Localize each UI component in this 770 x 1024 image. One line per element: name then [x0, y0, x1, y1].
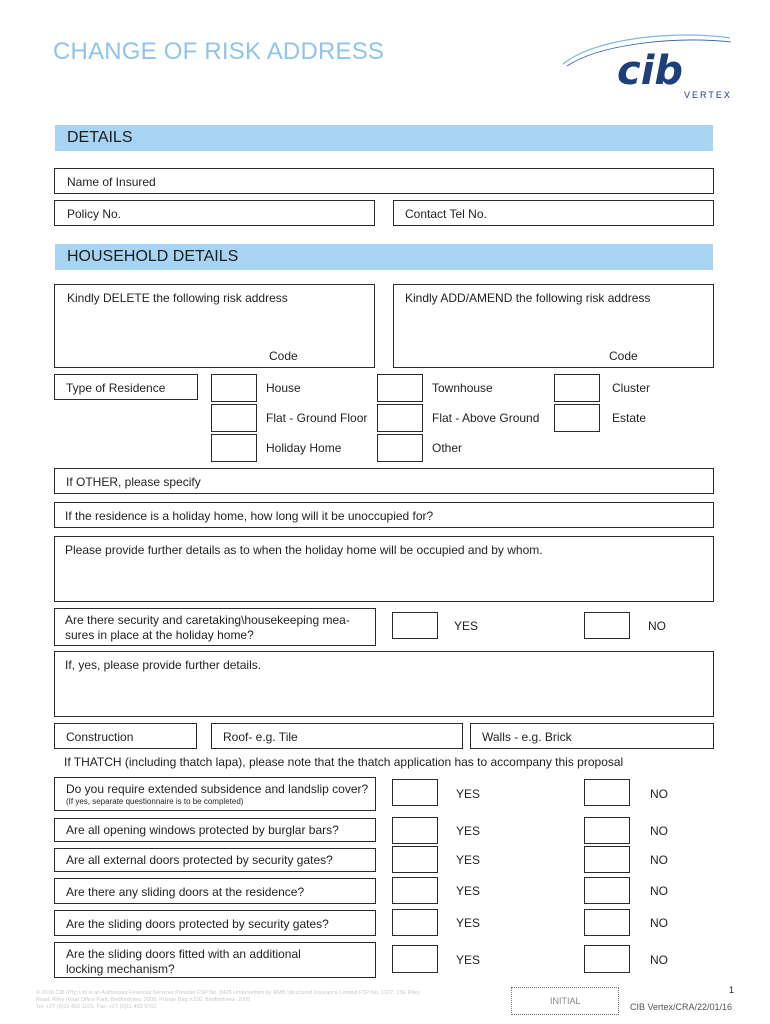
- sliding-question: Are there any sliding doors at the residence?: [66, 885, 305, 899]
- gates-question-box: [54, 848, 376, 872]
- delete-address-field[interactable]: [54, 284, 375, 368]
- subsidence-no-checkbox[interactable]: [584, 779, 630, 806]
- holiday-home-checkbox[interactable]: [211, 434, 257, 462]
- locking-yes-checkbox[interactable]: [392, 945, 438, 973]
- other-label: Other: [432, 441, 463, 455]
- flat-ground-label: Flat - Ground Floor: [266, 411, 368, 425]
- add-address-label: Kindly ADD/AMEND the following risk address: [405, 291, 651, 305]
- type-of-residence-label: Type of Residence: [66, 381, 166, 395]
- legal-line2: Road, Riley Road Office Park, Bedfordview, 2008. Private Bag X150, Bedfordview, 2008: [36, 997, 251, 1003]
- sliding-gates-yes-checkbox[interactable]: [392, 909, 438, 936]
- subsidence-question: Do you require extended subsidence and landslip cover?: [66, 782, 369, 796]
- cluster-label: Cluster: [612, 381, 651, 395]
- policy-no-label: Policy No.: [67, 207, 122, 221]
- initial-label: INITIAL: [550, 996, 581, 1006]
- sliding-no-checkbox[interactable]: [584, 877, 630, 904]
- security-yes-label: YES: [454, 619, 479, 633]
- security-no-label: NO: [648, 619, 666, 633]
- other-checkbox[interactable]: [377, 434, 423, 462]
- subsidence-question-box: [54, 777, 376, 811]
- ifyes-details-label: If, yes, please provide further details.: [65, 658, 262, 672]
- security-question-box: [54, 608, 376, 646]
- construction-label: Construction: [66, 730, 134, 744]
- sliding-gates-no-label: NO: [650, 916, 668, 930]
- locking-question-line1: Are the sliding doors fitted with an additional: [66, 947, 301, 961]
- unoccupied-label: If the residence is a holiday home, how long will it be unoccupied for?: [65, 509, 434, 523]
- sliding-yes-checkbox[interactable]: [392, 877, 438, 904]
- roof-label: Roof- e.g. Tile: [223, 730, 298, 744]
- page-number: 1: [729, 985, 735, 995]
- burglar-yes-checkbox[interactable]: [392, 817, 438, 844]
- locking-yes-label: YES: [456, 953, 481, 967]
- burglar-question: Are all opening windows protected by burglar bars?: [66, 823, 339, 837]
- add-address-field[interactable]: [393, 284, 714, 368]
- flat-above-label: Flat - Above Ground: [432, 411, 540, 425]
- gates-no-checkbox[interactable]: [584, 846, 630, 873]
- estate-label: Estate: [612, 411, 647, 425]
- legal-line3: Tel: +27 (0)11 453 1101, Fax: +27 (0)11 453 5702: [36, 1004, 157, 1010]
- delete-code-label: Code: [269, 349, 298, 363]
- name-of-insured-label: Name of Insured: [67, 175, 156, 189]
- sliding-gates-question: Are the sliding doors protected by security gates?: [66, 917, 329, 931]
- subsidence-yes-label: YES: [456, 787, 481, 801]
- townhouse-label: Townhouse: [432, 381, 493, 395]
- security-question-line1: Are there security and caretaking\housekeeping mea-: [65, 613, 350, 627]
- flat-above-checkbox[interactable]: [377, 404, 423, 432]
- cluster-checkbox[interactable]: [554, 374, 600, 402]
- locking-no-checkbox[interactable]: [584, 945, 630, 973]
- flat-ground-checkbox[interactable]: [211, 404, 257, 432]
- ifyes-details-field[interactable]: [54, 651, 714, 717]
- gates-no-label: NO: [650, 853, 668, 867]
- policy-no-field[interactable]: [54, 200, 375, 226]
- gates-question: Are all external doors protected by security gates?: [66, 853, 333, 867]
- burglar-no-checkbox[interactable]: [584, 817, 630, 844]
- subsidence-yes-checkbox[interactable]: [392, 779, 438, 806]
- burglar-no-label: NO: [650, 824, 668, 838]
- house-checkbox[interactable]: [211, 374, 257, 402]
- logo-text: cib: [617, 48, 684, 94]
- add-code-label: Code: [609, 349, 638, 363]
- locking-question-box: [54, 942, 376, 978]
- sliding-no-label: NO: [650, 884, 668, 898]
- contact-tel-label: Contact Tel No.: [405, 207, 487, 221]
- form-code: CIB Vertex/CRA/22/01/16: [630, 1002, 733, 1012]
- details-heading: DETAILS: [55, 125, 713, 151]
- estate-checkbox[interactable]: [554, 404, 600, 432]
- locking-no-label: NO: [650, 953, 668, 967]
- other-specify-label: If OTHER, please specify: [66, 475, 201, 489]
- holiday-details-field[interactable]: [54, 536, 714, 602]
- gates-yes-checkbox[interactable]: [392, 846, 438, 873]
- contact-tel-field[interactable]: [393, 200, 714, 226]
- construction-box: [54, 723, 197, 749]
- sliding-yes-label: YES: [456, 884, 481, 898]
- burglar-question-box: [54, 818, 376, 842]
- other-specify-field[interactable]: [54, 468, 714, 494]
- security-no-checkbox[interactable]: [584, 612, 630, 639]
- thatch-note: If THATCH (including thatch lapa), please note that the thatch application has to accompany this proposal: [64, 755, 624, 769]
- townhouse-checkbox[interactable]: [377, 374, 423, 402]
- sliding-gates-yes-label: YES: [456, 916, 481, 930]
- household-heading: HOUSEHOLD DETAILS: [55, 244, 713, 270]
- sliding-gates-question-box: [54, 910, 376, 936]
- sliding-question-box: [54, 878, 376, 904]
- locking-question-line2: locking mechanism?: [66, 962, 175, 976]
- gates-yes-label: YES: [456, 853, 481, 867]
- sliding-gates-no-checkbox[interactable]: [584, 909, 630, 936]
- house-label: House: [266, 381, 301, 395]
- logo-subtitle: VERTEX: [684, 90, 732, 100]
- roof-field[interactable]: [211, 723, 463, 749]
- legal-line1: © 2016 CIB (Pty) Ltd is an Authorised Financial Services Provider FSP No. 8425 Underwritten by RMB Structured Insurance Limited FSP No. 1927. 15E Riley: [36, 990, 420, 996]
- initial-box[interactable]: [511, 987, 619, 1015]
- name-of-insured-field[interactable]: [54, 168, 714, 194]
- subsidence-no-label: NO: [650, 787, 668, 801]
- security-yes-checkbox[interactable]: [392, 612, 438, 639]
- subsidence-note: (If yes, separate questionnaire is to be completed): [66, 797, 244, 806]
- burglar-yes-label: YES: [456, 824, 481, 838]
- delete-address-label: Kindly DELETE the following risk address: [67, 291, 288, 305]
- page-title: CHANGE OF RISK ADDRESS: [53, 38, 385, 65]
- legal-footer: [36, 990, 506, 1011]
- holiday-details-label: Please provide further details as to when the holiday home will be occupied and by whom.: [65, 543, 543, 557]
- walls-field[interactable]: [470, 723, 714, 749]
- unoccupied-field[interactable]: [54, 502, 714, 528]
- holiday-home-label: Holiday Home: [266, 441, 342, 455]
- security-question-line2: sures in place at the holiday home?: [65, 628, 254, 642]
- type-of-residence-box: [54, 374, 198, 400]
- walls-label: Walls - e.g. Brick: [482, 730, 572, 744]
